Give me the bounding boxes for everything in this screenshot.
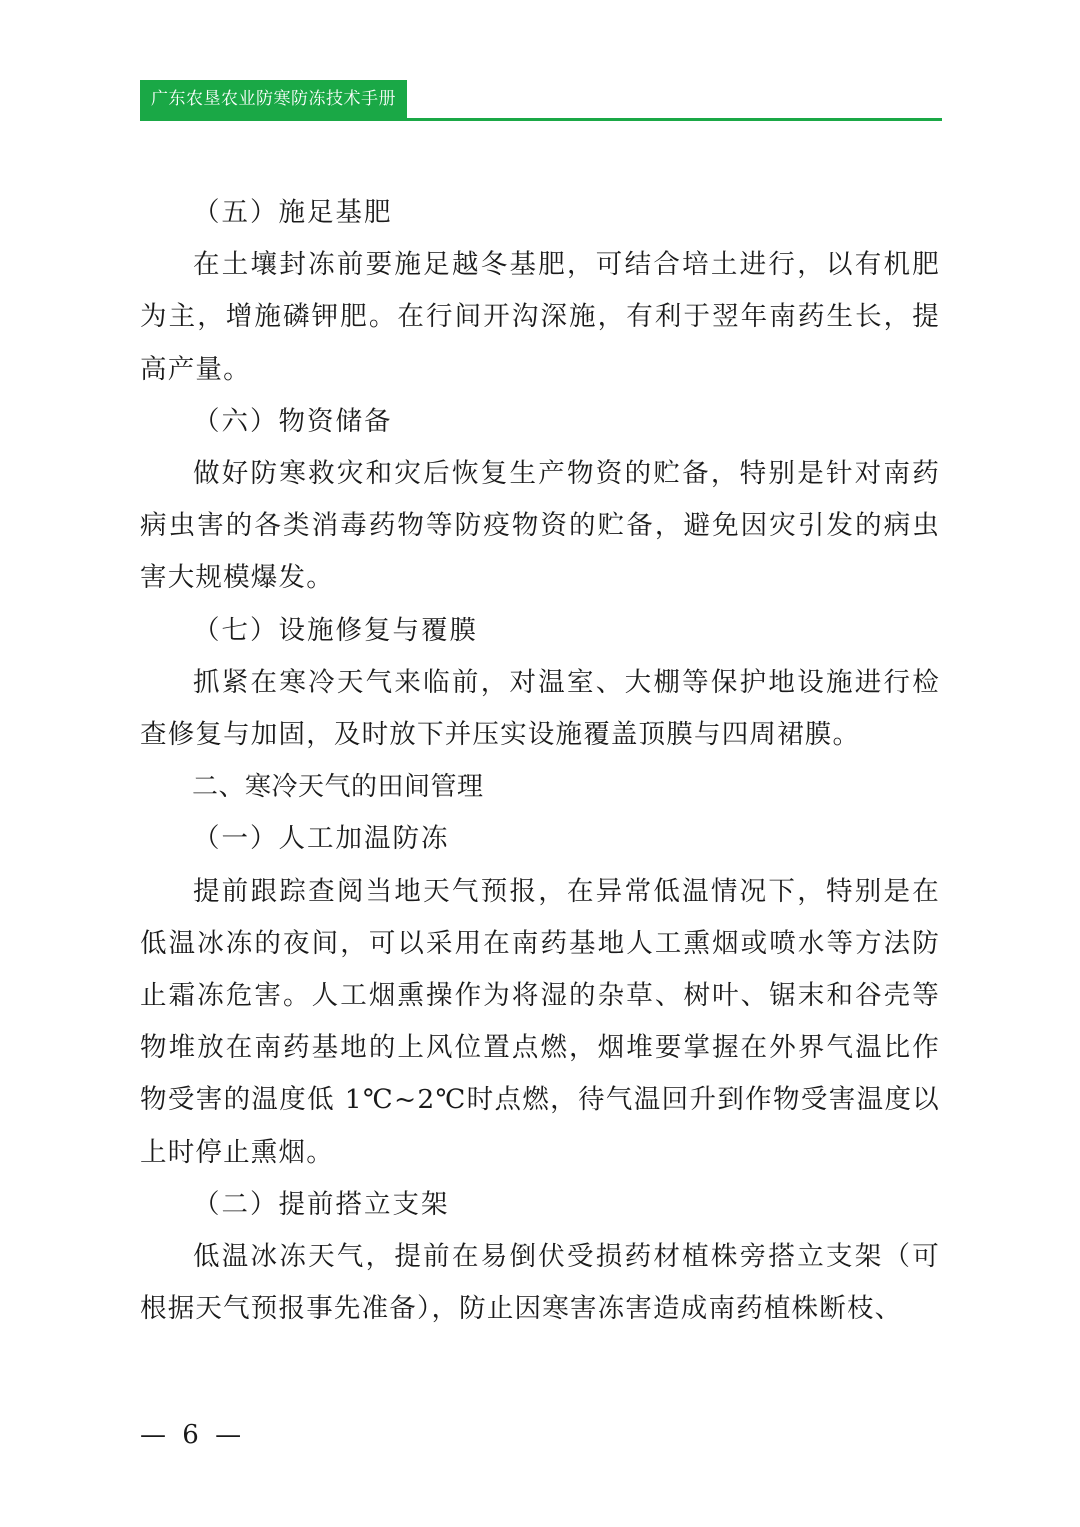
paragraph-base-fertilizer: 在土壤封冻前要施足越冬基肥，可结合培土进行，以有机肥为主，增施磷钾肥。在行间开沟深施，有利于翌年南药生长，提高产量。 [140,249,940,385]
subheading-artificial-heating: （一）人工加温防冻 [193,823,450,855]
paragraph-artificial-heating: 提前跟踪查阅当地天气预报，在异常低温情况下，特别是在低温冰冻的夜间，可以采用在南药基地人工熏烟或喷水等方法防止霜冻危害。人工烟熏操作为将湿的杂草、树叶、锯末和谷壳等物堆放在南药基地的上风位置点燃，烟堆要掌握在外界气温比作物受害的温度低 1℃~2℃时点燃，待气温回升到作物受害温度以上时停止熏烟。 [140,875,940,1168]
page-body [140,187,940,1335]
paragraph-material-reserve: 做好防寒救灾和灾后恢复生产物资的贮备，特别是针对南药病虫害的各类消毒药物等防疫物资的贮备，避免因灾引发的病虫害大规模爆发。 [140,458,940,594]
subheading-base-fertilizer: （五）施足基肥 [193,197,393,228]
subheading-facility-repair: （七）设施修复与覆膜 [193,614,478,646]
paragraph-facility-repair: 抓紧在寒冷天气来临前，对温室、大棚等保护地设施进行检查修复与加固，及时放下并压实设施覆盖顶膜与四周裙膜。 [140,666,940,751]
header-divider [140,118,942,121]
subheading-material-reserve: （六）物资储备 [193,405,393,437]
subheading-support-frames: （二）提前搭立支架 [193,1188,450,1220]
section-heading-field-management: 二、寒冷天气的田间管理 [192,772,484,803]
paragraph-support-frames: 低温冰冻天气，提前在易倒伏受损药材植株旁搭立支架（可根据天气预报事先准备），防止因寒害冻害造成南药植株断枝、 [140,1241,940,1325]
page-number: — 6 — [140,1420,246,1450]
header-title-tab: 广东农垦农业防寒防冻技术手册 [140,80,407,118]
